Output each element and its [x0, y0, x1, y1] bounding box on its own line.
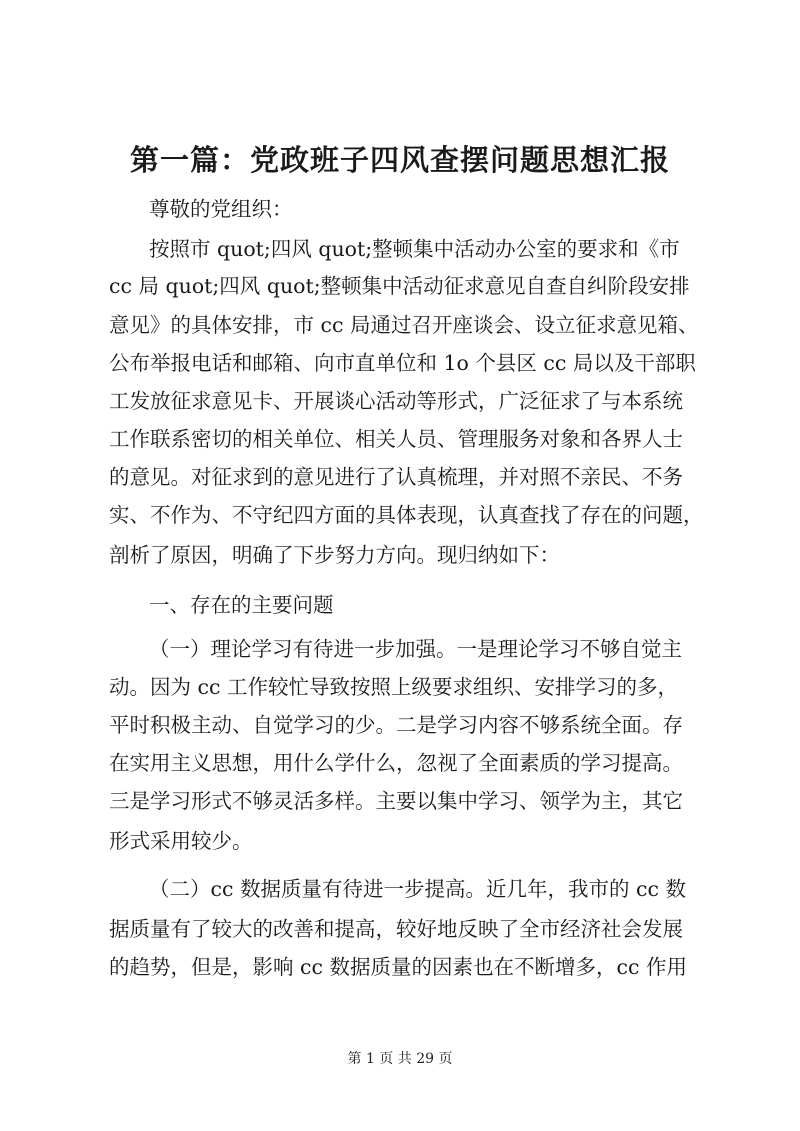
paragraph-line: （二）cc 数据质量有待进一步提高。近几年，我市的 cc 数: [149, 877, 686, 901]
paragraph-line: 的趋势，但是，影响 cc 数据质量的因素也在不断增多，cc 作用: [109, 955, 687, 979]
page-footer: 第 1 页 共 29 页: [347, 1051, 453, 1067]
paragraph-line: 剖析了原因，明确了下步努力方向。现归纳如下：: [109, 543, 560, 567]
paragraph-line: 三是学习形式不够灵活多样。主要以集中学习、领学为主，其它: [109, 789, 683, 813]
paragraph-line: 据质量有了较大的改善和提高，较好地反映了全市经济社会发展: [109, 917, 683, 941]
paragraph-line: 平时积极主动、自觉学习的少。二是学习内容不够系统全面。存: [109, 713, 683, 737]
paragraph-line: 实、不作为、不守纪四方面的具体表现，认真查找了存在的问题，: [109, 503, 704, 527]
paragraph-line: 在实用主义思想，用什么学什么，忽视了全面素质的学习提高。: [109, 751, 683, 775]
section-heading: 一、存在的主要问题: [149, 593, 334, 617]
document-title: 第一篇：党政班子四风查摆问题思想汇报: [129, 143, 670, 177]
paragraph-line: 按照市 quot;四风 quot;整顿集中活动办公室的要求和《市: [149, 237, 680, 261]
paragraph-line: 动。因为 cc 工作较忙导致按照上级要求组织、安排学习的多，: [109, 675, 678, 699]
paragraph-line: cc 局 quot;四风 quot;整顿集中活动征求意见自查自纠阶段安排: [109, 274, 690, 298]
salutation-line: 尊敬的党组织：: [149, 197, 293, 221]
paragraph-line: 工作联系密切的相关单位、相关人员、管理服务对象和各界人士: [109, 427, 683, 451]
paragraph-line: 公布举报电话和邮箱、向市直单位和 1o 个县区 cc 局以及干部职: [109, 351, 696, 375]
paragraph-line: （一）理论学习有待进一步加强。一是理论学习不够自觉主: [149, 637, 682, 661]
paragraph-line: 意见》的具体安排，市 cc 局通过召开座谈会、设立征求意见箱、: [109, 313, 699, 337]
paragraph-line: 形式采用较少。: [109, 829, 253, 853]
paragraph-line: 工发放征求意见卡、开展谈心活动等形式，广泛征求了与本系统: [109, 389, 683, 413]
paragraph-line: 的意见。对征求到的意见进行了认真梳理，并对照不亲民、不务: [109, 465, 683, 489]
